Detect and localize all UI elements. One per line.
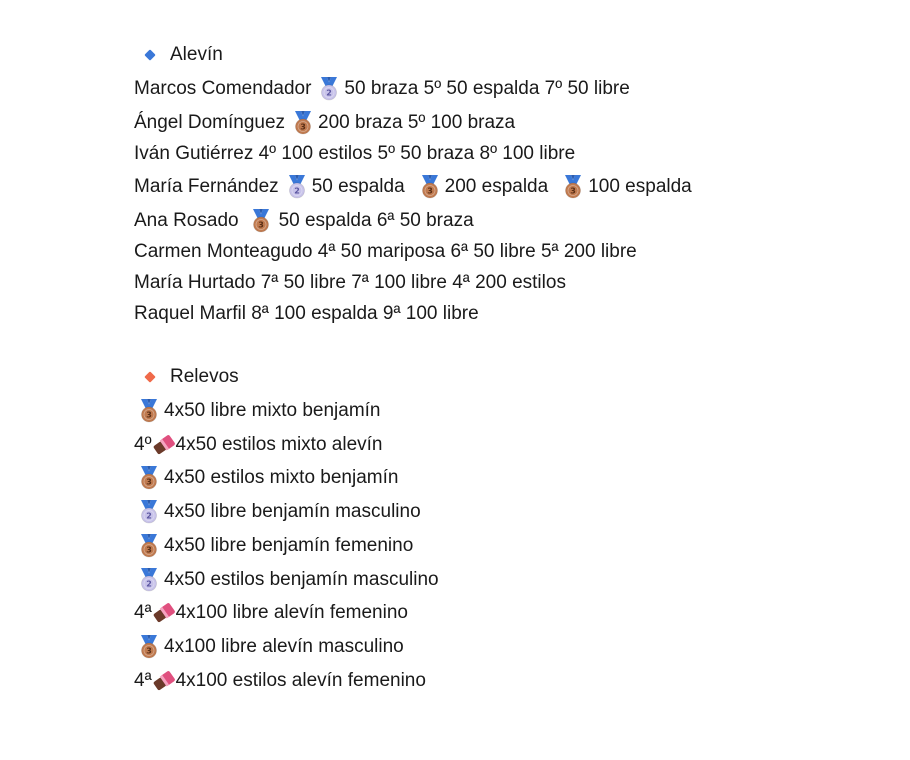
alevin-line [134, 207, 474, 235]
relay-item [134, 431, 383, 459]
silver-medal-icon [138, 500, 160, 524]
candy-icon [152, 602, 176, 624]
relay-item [134, 667, 426, 695]
relay-item [134, 566, 439, 594]
result-text: 200 espalda [444, 176, 549, 197]
bronze-medal-icon [419, 175, 441, 199]
candy-icon [152, 670, 176, 692]
swimmer-name: María Fernández [134, 176, 279, 197]
relay-text: 4x100 libre alevín femenino [175, 602, 408, 623]
result-text: Carmen Monteagudo 4ª 50 mariposa 6ª 50 libre 5ª 200 libre [134, 241, 637, 262]
section-header-alevin [143, 43, 223, 67]
relay-text: 4x50 libre benjamín femenino [164, 535, 414, 556]
relay-text: 4x50 estilos mixto benjamín [164, 467, 399, 488]
bronze-medal-icon [250, 209, 272, 233]
svg-text:3: 3 [257, 220, 264, 230]
svg-text:2: 2 [146, 579, 152, 589]
bronze-medal-icon [138, 635, 160, 659]
svg-text:2: 2 [293, 186, 300, 196]
svg-text:3: 3 [146, 545, 152, 555]
swimmer-name: Marcos Comendador [134, 78, 312, 99]
bronze-medal-icon [292, 111, 314, 135]
orange-diamond-icon [144, 371, 155, 382]
result-text: 200 braza 5º 100 braza [318, 112, 516, 133]
section-title-alevin: Alevín [170, 44, 223, 65]
relay-text: 4x100 estilos alevín femenino [175, 670, 426, 691]
bronze-medal-icon [138, 466, 160, 490]
svg-text:3: 3 [300, 122, 306, 132]
relay-item [134, 397, 381, 425]
relay-item [134, 532, 413, 560]
result-text: 50 espalda 6ª 50 braza [278, 210, 474, 231]
bronze-medal-icon [562, 175, 584, 199]
placement: 4ª [134, 602, 152, 623]
relay-text: 4x100 libre alevín masculino [164, 636, 404, 657]
placement: 4º [134, 434, 152, 455]
result-text: 50 braza 5º 50 espalda 7º 50 libre [344, 78, 630, 99]
section-header-relevos [143, 365, 239, 389]
swimmer-name: Ángel Domínguez [134, 112, 286, 133]
silver-medal-icon [286, 175, 308, 199]
silver-medal-icon [138, 568, 160, 592]
relay-item [134, 599, 408, 627]
silver-medal-icon [318, 77, 340, 101]
result-text: 100 espalda [588, 176, 692, 197]
relay-item [134, 633, 404, 661]
svg-text:3: 3 [146, 477, 152, 487]
alevin-line [134, 140, 575, 168]
relay-text: 4x50 libre mixto benjamín [164, 400, 381, 421]
relay-text: 4x50 estilos mixto alevín [175, 434, 383, 455]
alevin-line [134, 238, 637, 266]
placement: 4ª [134, 670, 152, 691]
relay-item [134, 498, 421, 526]
result-text: Raquel Marfil 8ª 100 espalda 9ª 100 libre [134, 303, 479, 324]
svg-text:2: 2 [326, 88, 333, 98]
alevin-line [134, 300, 479, 328]
svg-text:3: 3 [146, 646, 152, 656]
bronze-medal-icon [138, 534, 160, 558]
alevin-line [134, 75, 630, 103]
swimmer-name: Ana Rosado [134, 210, 239, 231]
svg-text:2: 2 [146, 511, 152, 521]
relay-text: 4x50 estilos benjamín masculino [164, 569, 439, 590]
result-text: 50 espalda [311, 176, 405, 197]
section-title-relevos: Relevos [170, 366, 239, 387]
alevin-line [134, 173, 692, 201]
alevin-line [134, 109, 515, 137]
blue-diamond-icon [144, 49, 155, 60]
relay-item [134, 464, 398, 492]
alevin-line [134, 269, 566, 297]
svg-text:3: 3 [146, 410, 152, 420]
svg-text:3: 3 [426, 186, 433, 196]
result-text: María Hurtado 7ª 50 libre 7ª 100 libre 4ª 200 estilos [134, 272, 566, 293]
relay-text: 4x50 libre benjamín masculino [164, 501, 421, 522]
svg-text:3: 3 [570, 186, 576, 196]
result-text: Iván Gutiérrez 4º 100 estilos 5º 50 braza 8º 100 libre [134, 143, 576, 164]
candy-icon [152, 434, 176, 456]
bronze-medal-icon [138, 399, 160, 423]
